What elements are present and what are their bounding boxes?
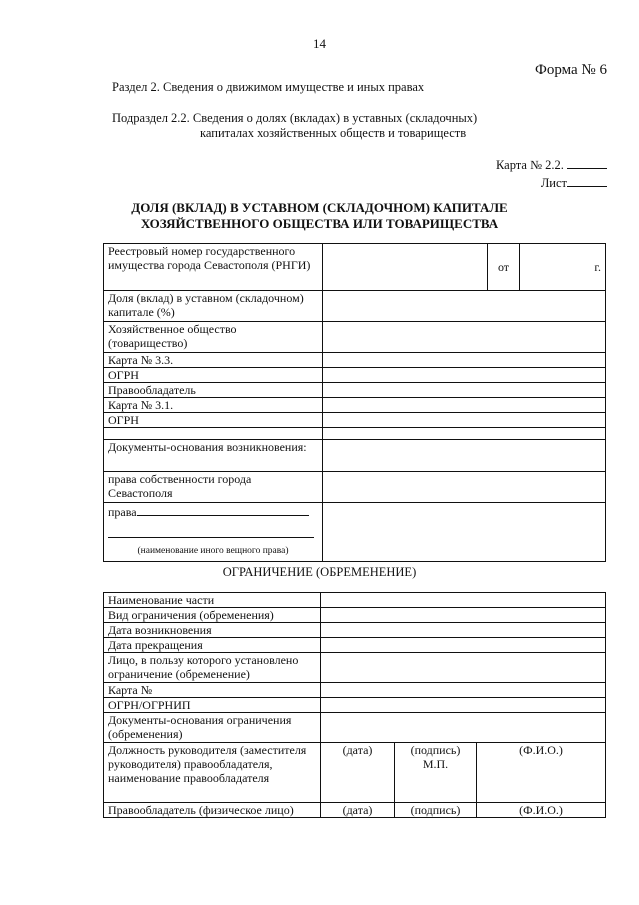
other-right-blank-2 — [108, 525, 314, 538]
ownership-label: права собственности города Севастополя — [104, 472, 323, 503]
form-title — [0, 200, 639, 232]
other-right-cell — [104, 503, 323, 562]
encumbrance-table — [103, 592, 606, 818]
individual-label: Правообладатель (физическое лицо) — [104, 803, 321, 818]
rngi-label: Реестровый номер государственного имущества города Севастополя (РНГИ) — [104, 244, 323, 291]
section-heading: Раздел 2. Сведения о движимом имуществе и иных правах — [112, 80, 425, 94]
individual-signature: (подпись) — [395, 803, 477, 818]
start-date-value — [321, 623, 606, 638]
sheet-number-blank — [567, 174, 607, 187]
individual-date: (дата) — [321, 803, 395, 818]
docs-value — [323, 440, 606, 472]
ogrn1-label: ОГРН — [104, 368, 323, 383]
company-label: Хозяйственное общество (товарищество) — [104, 322, 323, 353]
end-date-value — [321, 638, 606, 653]
beneficiary-value — [321, 653, 606, 683]
card33-value — [323, 353, 606, 368]
holder-label: Правообладатель — [104, 383, 323, 398]
card33-label: Карта № 3.3. — [104, 353, 323, 368]
beneficiary-label: Лицо, в пользу которого установлено ограничение (обременение) — [104, 653, 321, 683]
ogrn2-label: ОГРН — [104, 413, 323, 428]
part-name-value — [321, 593, 606, 608]
stamp-label: М.П. — [422, 757, 449, 771]
head-date: (дата) — [321, 743, 395, 803]
empty-row-value — [323, 428, 606, 440]
card-no-value — [321, 683, 606, 698]
other-right-value — [323, 503, 606, 562]
individual-fio: (Ф.И.О.) — [477, 803, 606, 818]
share-table — [103, 243, 606, 562]
type-value — [321, 608, 606, 623]
subsection-line-2: капиталах хозяйственных обществ и товариществ — [200, 126, 467, 140]
head-label: Должность руководителя (заместителя руководителя) правообладателя, наименование правообладателя — [104, 743, 321, 803]
sheet-label: Лист — [540, 176, 567, 190]
rngi-from-label: от — [488, 244, 520, 291]
encumbrance-docs-value — [321, 713, 606, 743]
card31-label: Карта № 3.1. — [104, 398, 323, 413]
company-value — [323, 322, 606, 353]
encumbrance-title: ОГРАНИЧЕНИЕ (ОБРЕМЕНЕНИЕ) — [222, 565, 417, 579]
rngi-year-suffix: г. — [520, 244, 606, 291]
other-right-label: права — [108, 505, 137, 519]
card-no-label: Карта № — [104, 683, 321, 698]
share-value — [323, 291, 606, 322]
encumbrance-docs-label: Документы-основания ограничения (обременения) — [104, 713, 321, 743]
form-title-line-2: ХОЗЯЙСТВЕННОГО ОБЩЕСТВА ИЛИ ТОВАРИЩЕСТВА — [140, 216, 499, 231]
form-number: Форма № 6 — [535, 62, 607, 78]
other-right-note: (наименование иного вещного права) — [137, 546, 289, 556]
ogrn2-value — [323, 413, 606, 428]
head-signature: (подпись) — [410, 743, 461, 757]
empty-row-label — [104, 428, 323, 440]
card-label: Карта № 2.2. — [495, 158, 564, 172]
end-date-label: Дата прекращения — [104, 638, 321, 653]
share-label: Доля (вклад) в уставном (складочном) капитале (%) — [104, 291, 323, 322]
other-right-blank — [137, 503, 309, 516]
ogrn1-value — [323, 368, 606, 383]
card31-value — [323, 398, 606, 413]
head-signature-cell — [395, 743, 477, 803]
head-fio: (Ф.И.О.) — [477, 743, 606, 803]
page-number: 14 — [313, 36, 326, 51]
ogrnip-label: ОГРН/ОГРНИП — [104, 698, 321, 713]
part-name-label: Наименование части — [104, 593, 321, 608]
start-date-label: Дата возникновения — [104, 623, 321, 638]
ogrnip-value — [321, 698, 606, 713]
subsection-line-1: Подраздел 2.2. Сведения о долях (вкладах) в уставных (складочных) — [112, 111, 478, 125]
subsection-heading — [112, 111, 512, 141]
type-label: Вид ограничения (обременения) — [104, 608, 321, 623]
card-number-blank — [567, 156, 607, 169]
rngi-value — [323, 244, 488, 291]
ownership-value — [323, 472, 606, 503]
form-title-line-1: ДОЛЯ (ВКЛАД) В УСТАВНОМ (СКЛАДОЧНОМ) КАПИТАЛЕ — [131, 200, 508, 215]
docs-label: Документы-основания возникновения: — [104, 440, 323, 472]
holder-value — [323, 383, 606, 398]
card-info — [496, 156, 607, 192]
